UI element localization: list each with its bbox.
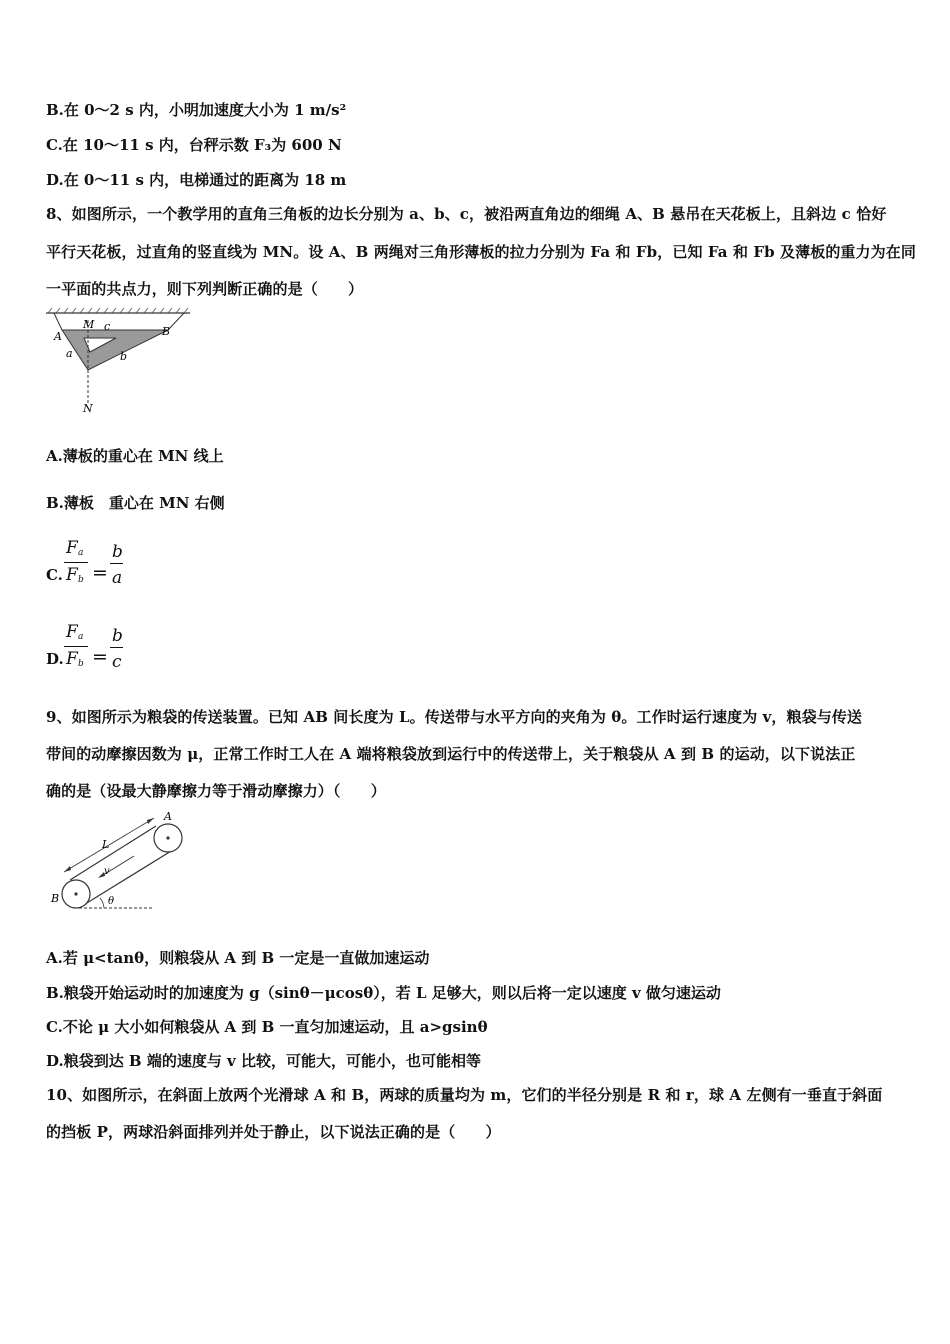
q8-triangle-figure — [44, 308, 194, 418]
q8-option-a: A.薄板的重心在 MN 线上 — [46, 447, 224, 465]
q8-option-c — [46, 538, 166, 596]
fig9-label-a: A — [164, 810, 172, 823]
q9-option-d: D.粮袋到达 B 端的速度与 v 比较，可能大，可能小，也可能相等 — [46, 1052, 481, 1070]
q8-stem-line-3: 一平面的共点力，则下列判断正确的是（ ） — [46, 280, 364, 298]
frac-d-den-sub: b — [78, 659, 84, 669]
q10-stem-line-1: 10、如图所示，在斜面上放两个光滑球 A 和 B，两球的质量均为 m，它们的半径分别是 R 和 r，球 A 左侧有一垂直于斜面 — [46, 1086, 883, 1104]
frac-c-den-sub: b — [78, 575, 84, 585]
fig8-label-m: M — [83, 318, 95, 331]
fig9-label-b: B — [51, 892, 60, 905]
frac-c-num-sub: a — [78, 548, 84, 558]
frac-c-rden: a — [112, 568, 123, 588]
q8-option-d-prefix: D. — [46, 650, 64, 668]
fig8-label-b: b — [120, 350, 128, 363]
frac-c-rnum: b — [112, 542, 123, 562]
q9-option-b: B.粮袋开始运动时的加速度为 g（sinθ－μcosθ），若 L 足够大，则以后将一定以速度 v 做匀速运动 — [46, 984, 721, 1002]
frac-d-den: F — [66, 649, 78, 669]
frac-d-rden: c — [112, 652, 122, 672]
fig9-label-theta: θ — [108, 896, 115, 907]
frac-c-equals: = — [92, 562, 108, 584]
option-d-prev: D.在 0～11 s 内，电梯通过的距离为 18 m — [46, 171, 347, 189]
q9-conveyor-figure — [44, 810, 194, 912]
q10-stem-line-2: 的挡板 P，两球沿斜面排列并处于静止，以下说法正确的是（ ） — [46, 1123, 501, 1141]
q9-stem-line-2: 带间的动摩擦因数为 μ，正常工作时工人在 A 端将粮袋放到运行中的传送带上，关于粮袋从 A 到 B 的运动，以下说法正 — [46, 745, 856, 763]
fig8-label-a-upper: A — [54, 330, 62, 343]
frac-d-equals: = — [92, 646, 108, 668]
frac-c-num: F — [66, 538, 78, 558]
fig9-label-l: L — [102, 838, 110, 851]
q9-stem-line-1: 9、如图所示为粮袋的传送装置。已知 AB 间长度为 L。传送带与水平方向的夹角为 θ。工作时运行速度为 v，粮袋与传送 — [46, 708, 863, 726]
frac-c-den: F — [66, 565, 78, 585]
option-b-prev: B.在 0～2 s 内，小明加速度大小为 1 m/s² — [46, 101, 347, 119]
q8-option-b: B.薄板 重心在 MN 右侧 — [46, 494, 225, 512]
q8-option-c-prefix: C. — [46, 566, 63, 584]
fig8-label-n: N — [83, 402, 93, 415]
q9-stem-line-3: 确的是（设最大静摩擦力等于滑动摩擦力）（ ） — [46, 782, 386, 800]
frac-d-num-sub: a — [78, 632, 84, 642]
frac-d-num: F — [66, 622, 78, 642]
fig8-label-a: a — [66, 347, 73, 360]
q8-stem-line-2: 平行天花板，过直角的竖直线为 MN。设 A、B 两绳对三角形薄板的拉力分别为 Fa 和 Fb，已知 Fa 和 Fb 及薄板的重力为在同 — [46, 243, 916, 261]
q8-stem-line-1: 8、如图所示，一个教学用的直角三角板的边长分别为 a、b、c，被沿两直角边的细绳 A、B 悬吊在天花板上，且斜边 c 恰好 — [46, 205, 887, 223]
fig8-label-c: c — [104, 320, 111, 333]
option-c-prev: C.在 10～11 s 内，台秤示数 F₃为 600 N — [46, 136, 342, 154]
fig8-label-b-upper: B — [162, 325, 171, 338]
frac-d-rnum: b — [112, 626, 123, 646]
q9-option-c: C.不论 μ 大小如何粮袋从 A 到 B 一直匀加速运动，且 a>gsinθ — [46, 1018, 488, 1036]
q8-option-d — [46, 622, 166, 680]
fig9-label-v: v — [104, 866, 110, 877]
q9-option-a: A.若 μ<tanθ，则粮袋从 A 到 B 一定是一直做加速运动 — [46, 949, 430, 967]
